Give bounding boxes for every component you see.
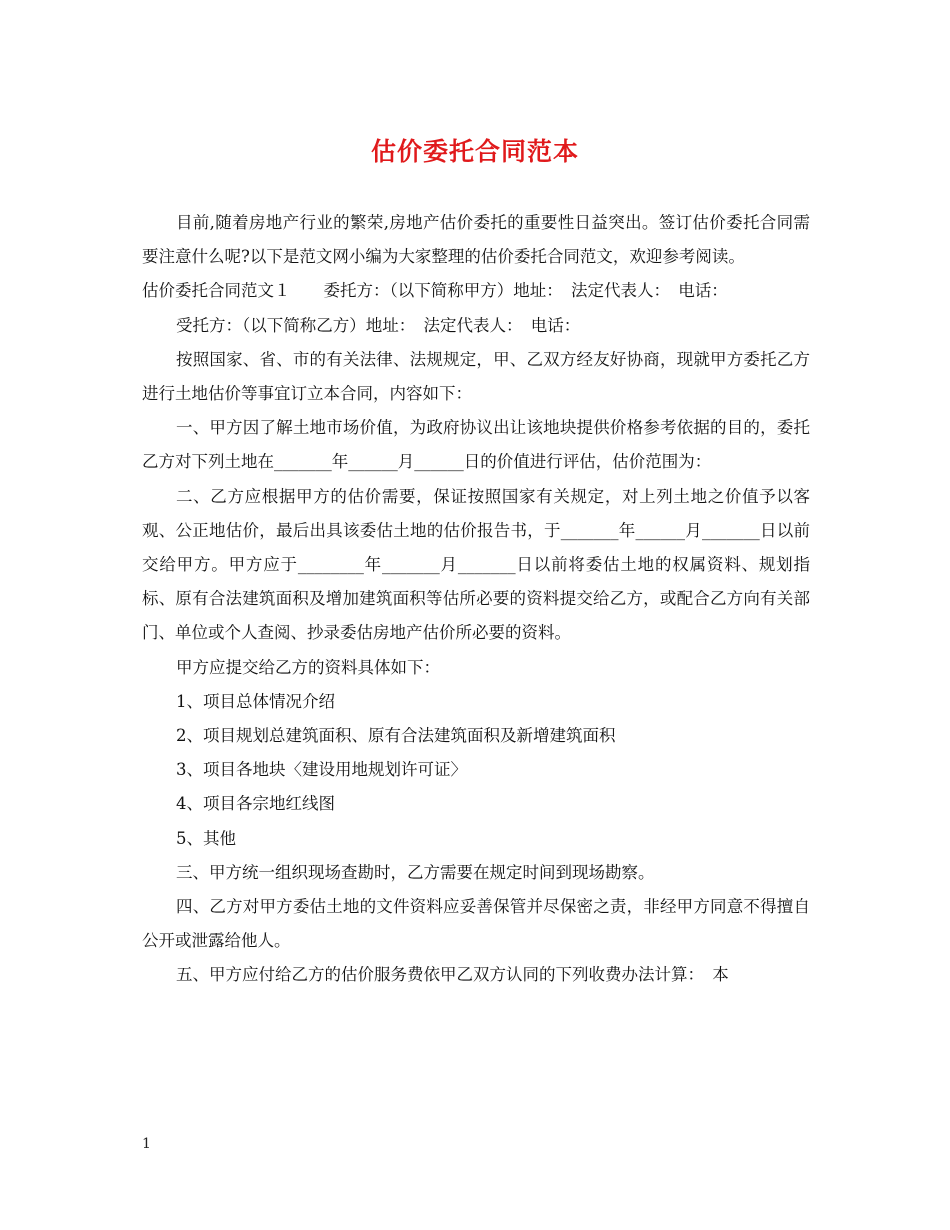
document-title: 估价委托合同范本 — [370, 137, 579, 166]
clause-2: 二、乙方应根据甲方的估价需要，保证按照国家有关规定，对上列土地之价值予以客观、公正地估价，最后出具该委估土地的估价报告书，于_______年______月_______日以前交给甲方。甲方应于________年_______月_______日以前将委估土地的权属资料、规划指标、原有合法建筑面积及增加建筑面积等估所必要的资料提交给乙方，或配合乙方向有关部门、单位或个人查阅、抄录委估房地产估价所必要的资料。 — [142, 486, 810, 643]
list-item: 2、项目规划总建筑面积、原有合法建筑面积及新增建筑面积 — [176, 726, 616, 746]
document-body — [142, 206, 810, 993]
list-item: 5、其他 — [176, 828, 236, 848]
list-item: 4、项目各宗地红线图 — [176, 794, 335, 814]
intro-paragraph: 目前,随着房地产行业的繁荣,房地产估价委托的重要性日益突出。签订估价委托合同需要注意什么呢?以下是范文网小编为大家整理的估价委托合同范文，欢迎参考阅读。 — [142, 213, 810, 267]
list-item: 3、项目各地块〈建设用地规划许可证〉 — [176, 760, 467, 780]
clause-1: 一、甲方因了解土地市场价值，为政府协议出让该地块提供价格参考依据的目的，委托乙方对下列土地在_______年______月______日的价值进行评估，估价范围为： — [142, 418, 810, 472]
clause-4: 四、乙方对甲方委估土地的文件资料应妥善保管并尽保密之责，非经甲方同意不得擅自公开或泄露给他人。 — [142, 897, 810, 951]
preamble-paragraph: 按照国家、省、市的有关法律、法规规定，甲、乙双方经友好协商，现就甲方委托乙方进行土地估价等事宜订立本合同，内容如下： — [142, 349, 810, 404]
trustee-line: 受托方：（以下简称乙方）地址： 法定代表人： 电话： — [176, 315, 581, 335]
page-number: 1 — [142, 1136, 151, 1152]
clause-3: 三、甲方统一组织现场查勘时，乙方需要在规定时间到现场勘察。 — [176, 862, 655, 882]
materials-heading: 甲方应提交给乙方的资料具体如下： — [176, 657, 440, 677]
contract-header-line: 估价委托合同范文１ 委托方：（以下简称甲方）地址： 法定代表人： 电话： — [142, 281, 728, 301]
list-item: 1、项目总体情况介绍 — [176, 691, 335, 711]
clause-5: 五、甲方应付给乙方的估价服务费依甲乙双方认同的下列收费办法计算： 本 — [176, 965, 729, 985]
